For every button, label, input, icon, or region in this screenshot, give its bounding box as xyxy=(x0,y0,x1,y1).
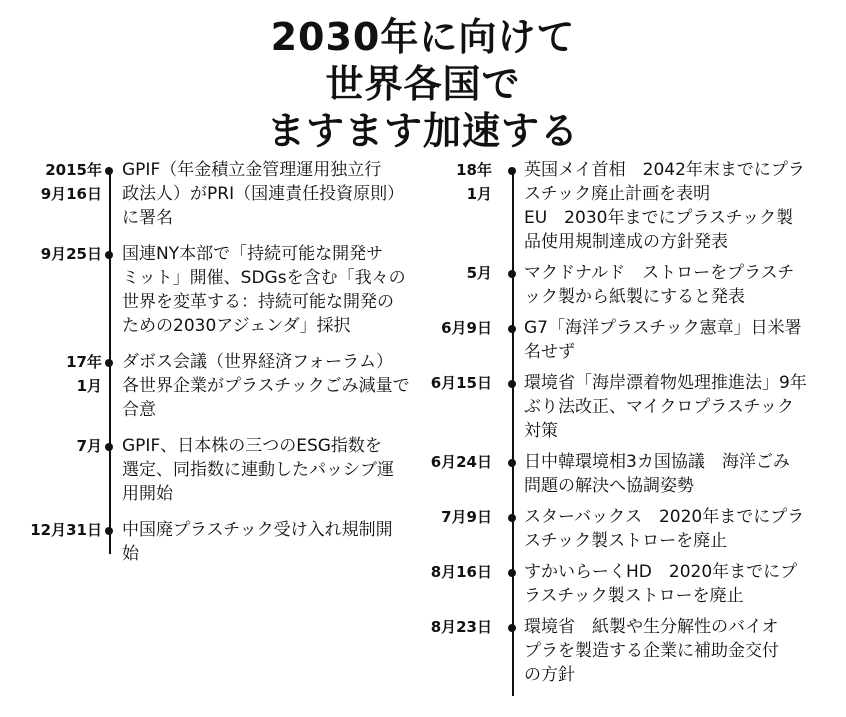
timeline-dot-icon xyxy=(508,167,516,175)
entry-date: 8月16日 xyxy=(430,563,492,581)
timeline-entry xyxy=(18,434,418,506)
entry-text: 中国廃プラスチック受け入れ規制開 始 xyxy=(122,520,393,564)
timeline-dot-icon xyxy=(105,251,113,259)
entry-text: G7「海洋プラスチック憲章」日米署 名せず xyxy=(524,318,802,362)
headline-line-2: 世界各国で xyxy=(325,62,521,106)
entry-date: 2015年 9月16日 xyxy=(40,161,102,203)
entry-date: 6月9日 xyxy=(441,319,492,337)
timeline-dot-icon xyxy=(508,380,516,388)
entry-date: 7月 xyxy=(76,437,102,455)
timeline-entry xyxy=(426,316,834,364)
entry-date: 6月24日 xyxy=(430,453,492,471)
timeline-dot-icon xyxy=(508,325,516,333)
entry-text: ダボス会議（世界経済フォーラム） 各世界企業がプラスチックごみ減量で 合意 xyxy=(122,352,410,420)
entry-text: 環境省 紙製や生分解性のバイオ プラを製造する企業に補助金交付 の方針 xyxy=(524,617,779,685)
entry-date: 12月31日 xyxy=(30,521,102,539)
headline-line-1: 2030年に向けて xyxy=(270,15,576,59)
headline xyxy=(0,14,846,155)
entry-text: GPIF（年金積立金管理運用独立行 政法人）がPRI（国連責任投資原則） に署名 xyxy=(122,160,405,228)
entry-text: 国連NY本部で「持続可能な開発サ ミット」開催、SDGsを含む「我々の 世界を変革する：持続可能な開発の ための2030アジェンダ」採択 xyxy=(122,244,406,336)
entry-date: 9月25日 xyxy=(40,245,102,263)
timeline-dot-icon xyxy=(105,527,113,535)
timeline-entry xyxy=(18,242,418,338)
entry-text: スターバックス 2020年までにプラ スチック製ストローを廃止 xyxy=(524,507,805,551)
right-timeline xyxy=(426,158,834,687)
timeline-dot-icon xyxy=(508,270,516,278)
timeline-dot-icon xyxy=(508,459,516,467)
entry-text: すかいらーくHD 2020年までにプ ラスチック製ストローを廃止 xyxy=(524,562,798,606)
timeline-entry xyxy=(426,371,834,443)
entry-date: 17年 1月 xyxy=(66,353,102,395)
entry-date: 5月 xyxy=(466,264,492,282)
entry-text: マクドナルド ストローをプラスチ ック製から紙製にすると発表 xyxy=(524,263,795,307)
entry-text: 英国メイ首相 2042年末までにプラ スチック廃止計画を表明 EU 2030年までにプラスチック製 品使用規制達成の方針発表 xyxy=(524,160,805,252)
timeline-dot-icon xyxy=(105,167,113,175)
timeline-entry xyxy=(426,505,834,553)
timeline-dot-icon xyxy=(105,443,113,451)
timeline-entry xyxy=(426,560,834,608)
entry-text: 環境省「海岸漂着物処理推進法」9年 ぶり法改正、マイクロプラスチック 対策 xyxy=(524,373,807,441)
entry-text: GPIF、日本株の三つのESG指数を 選定、同指数に連動したパッシブ運 用開始 xyxy=(122,436,394,504)
timeline-entry xyxy=(426,158,834,254)
entry-text: 日中韓環境相3カ国協議 海洋ごみ 問題の解決へ協調姿勢 xyxy=(524,452,790,496)
timeline-entry xyxy=(426,450,834,498)
left-timeline xyxy=(18,158,418,566)
timeline-entry xyxy=(18,158,418,230)
timeline-entry xyxy=(18,518,418,566)
entry-date: 7月9日 xyxy=(441,508,492,526)
timeline-entry xyxy=(426,261,834,309)
timeline-dot-icon xyxy=(508,569,516,577)
timeline-dot-icon xyxy=(508,624,516,632)
timeline-dot-icon xyxy=(105,359,113,367)
timeline-entry xyxy=(426,615,834,687)
timeline-dot-icon xyxy=(508,514,516,522)
timeline-entry xyxy=(18,350,418,422)
entry-date: 18年 1月 xyxy=(456,161,492,203)
entry-date: 8月23日 xyxy=(430,618,492,636)
entry-date: 6月15日 xyxy=(430,374,492,392)
headline-line-3: ますます加速する xyxy=(266,109,579,153)
